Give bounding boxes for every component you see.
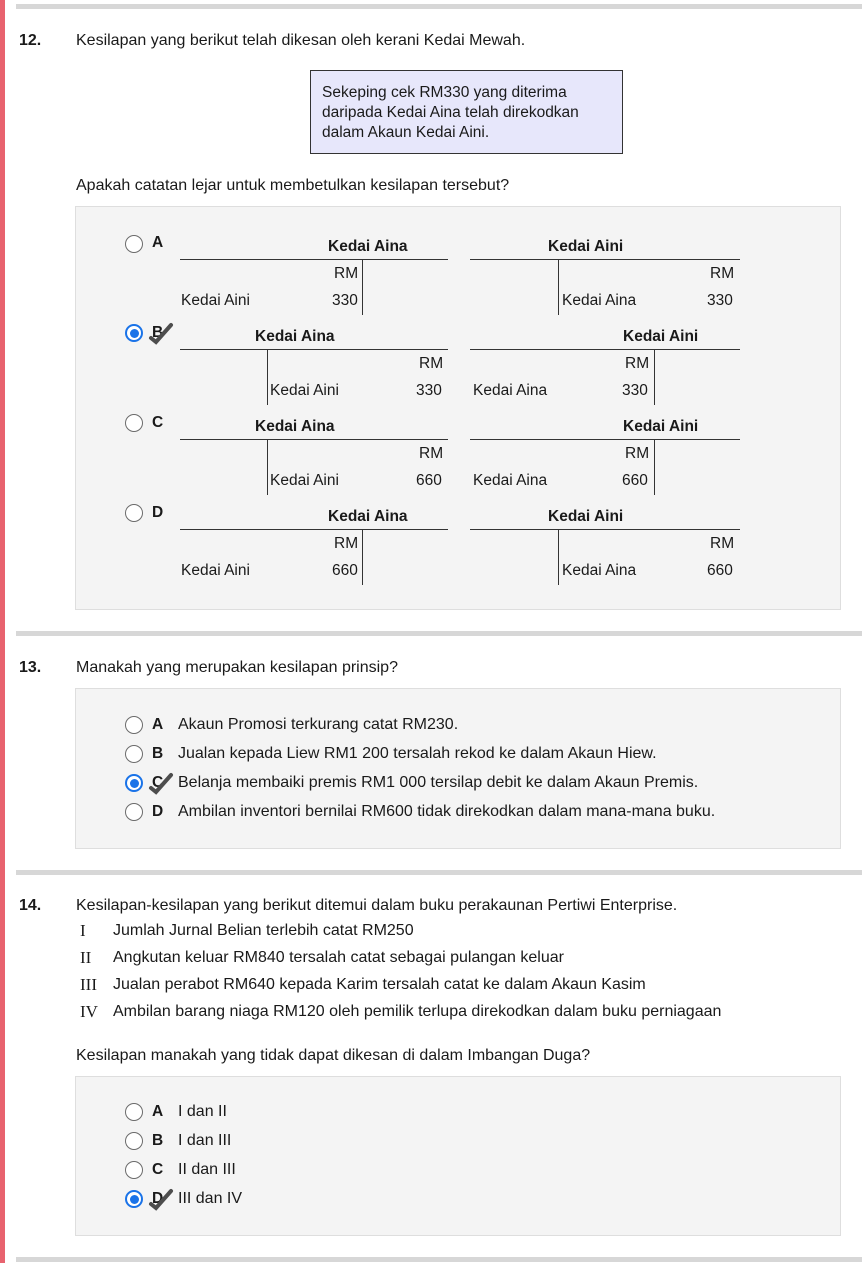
ledger-title: Kedai Aini — [623, 328, 699, 345]
q14-prompt: Kesilapan manakah yang tidak dapat dikesan di dalam Imbangan Duga? — [76, 1047, 591, 1064]
ledger-rule — [180, 439, 448, 440]
q13-number: 13. — [19, 659, 42, 676]
q12-number: 12. — [19, 32, 42, 49]
q12-letter-a: A — [152, 234, 164, 251]
q13-letter-d: D — [152, 803, 164, 820]
ledger-entry-value: 660 — [416, 472, 442, 489]
ledger-rule — [470, 439, 740, 440]
q14-letter-d: D — [152, 1190, 164, 1207]
q14-item-text: Angkutan keluar RM840 tersalah catat sebagai pulangan keluar — [113, 949, 564, 966]
q14-option-b-text: I dan III — [178, 1132, 232, 1149]
ledger-divider — [558, 259, 559, 315]
q14-radio-d[interactable] — [125, 1190, 143, 1208]
pencil-check-icon — [146, 321, 174, 345]
q14-item-roman: II — [80, 948, 92, 967]
ledger-title: Kedai Aina — [328, 238, 408, 255]
q13-option-c-text: Belanja membaiki premis RM1 000 tersilap debit ke dalam Akaun Premis. — [178, 774, 699, 791]
ledger-title: Kedai Aina — [255, 418, 335, 435]
q13-option-d-text: Ambilan inventori bernilai RM600 tidak direkodkan dalam mana-mana buku. — [178, 803, 716, 820]
ledger-entry-value: 330 — [622, 382, 648, 399]
divider-q14 — [16, 870, 862, 875]
q13-option-b-text: Jualan kepada Liew RM1 200 tersalah rekod ke dalam Akaun Hiew. — [178, 745, 657, 762]
q14-radio-c[interactable] — [125, 1161, 143, 1179]
q13-radio-d[interactable] — [125, 803, 143, 821]
ledger-entry-value: 660 — [622, 472, 648, 489]
ledger-header: RM — [419, 445, 444, 462]
ledger-rule — [470, 529, 740, 530]
q14-letter-a: A — [152, 1103, 164, 1120]
ledger-entry-label: Kedai Aini — [270, 382, 339, 399]
ledger-rule — [180, 529, 448, 530]
ledger-title: Kedai Aina — [328, 508, 408, 525]
ledger-entry-label: Kedai Aina — [473, 382, 548, 399]
q12-radio-a[interactable] — [125, 235, 143, 253]
ledger-entry-label: Kedai Aini — [181, 562, 250, 579]
ledger-divider — [654, 349, 655, 405]
ledger-entry-value: 330 — [416, 382, 442, 399]
q13-question-text: Manakah yang merupakan kesilapan prinsip? — [76, 659, 398, 676]
ledger-divider — [267, 349, 268, 405]
q14-option-a-text: I dan II — [178, 1103, 227, 1120]
q14-letter-b: B — [152, 1132, 164, 1149]
ledger-divider — [362, 259, 363, 315]
ledger-entry-label: Kedai Aina — [562, 292, 637, 309]
ledger-header: RM — [710, 265, 735, 282]
ledger-title: Kedai Aini — [623, 418, 699, 435]
ledger-header: RM — [625, 445, 650, 462]
ledger-entry-value: 660 — [707, 562, 733, 579]
q12-letter-d: D — [152, 504, 164, 521]
ledger-title: Kedai Aini — [548, 508, 624, 525]
divider-top — [16, 4, 862, 9]
ledger-entry-label: Kedai Aina — [473, 472, 548, 489]
q13-radio-b[interactable] — [125, 745, 143, 763]
ledger-title: Kedai Aina — [255, 328, 335, 345]
q14-options-panel — [75, 1076, 841, 1236]
ledger-header: RM — [710, 535, 735, 552]
ledger-title: Kedai Aini — [548, 238, 624, 255]
pencil-check-icon — [146, 1187, 174, 1211]
q12-options-panel — [75, 206, 841, 610]
ledger-header: RM — [334, 265, 359, 282]
q12-letter-b: B — [152, 324, 164, 341]
q13-options-panel — [75, 688, 841, 849]
pencil-check-icon — [146, 771, 174, 795]
q14-item-text: Jualan perabot RM640 kepada Karim tersalah catat ke dalam Akaun Kasim — [113, 976, 646, 993]
q14-option-d-text: III dan IV — [178, 1190, 243, 1207]
q12-radio-b[interactable] — [125, 324, 143, 342]
ledger-divider — [267, 439, 268, 495]
ledger-entry-label: Kedai Aini — [181, 292, 250, 309]
ledger-rule — [180, 259, 448, 260]
q12-question-text: Kesilapan yang berikut telah dikesan oleh kerani Kedai Mewah. — [76, 32, 526, 49]
left-accent-bar — [0, 0, 5, 1263]
ledger-divider — [654, 439, 655, 495]
q14-item-roman: IV — [80, 1002, 98, 1021]
q13-letter-a: A — [152, 716, 164, 733]
q14-radio-b[interactable] — [125, 1132, 143, 1150]
ledger-entry-value: 330 — [332, 292, 358, 309]
q14-question-text: Kesilapan-kesilapan yang berikut ditemui dalam buku perakaunan Pertiwi Enterprise. — [76, 897, 678, 914]
ledger-header: RM — [419, 355, 444, 372]
q13-radio-a[interactable] — [125, 716, 143, 734]
q14-option-c-text: II dan III — [178, 1161, 236, 1178]
divider-q13 — [16, 631, 862, 636]
q12-letter-c: C — [152, 414, 164, 431]
q13-letter-c: C — [152, 774, 164, 791]
ledger-divider — [362, 529, 363, 585]
q14-letter-c: C — [152, 1161, 164, 1178]
divider-bottom — [16, 1257, 862, 1262]
ledger-rule — [470, 259, 740, 260]
ledger-header: RM — [625, 355, 650, 372]
q14-radio-a[interactable] — [125, 1103, 143, 1121]
q13-option-a-text: Akaun Promosi terkurang catat RM230. — [178, 716, 459, 733]
ledger-entry-value: 660 — [332, 562, 358, 579]
ledger-entry-label: Kedai Aina — [562, 562, 637, 579]
q14-number: 14. — [19, 897, 42, 914]
q14-item-roman: I — [80, 921, 86, 940]
ledger-rule — [180, 349, 448, 350]
q12-radio-c[interactable] — [125, 414, 143, 432]
q13-letter-b: B — [152, 745, 164, 762]
q12-radio-d[interactable] — [125, 504, 143, 522]
q14-item-roman: III — [80, 975, 97, 994]
q12-error-note: Sekeping cek RM330 yang diterima daripada Kedai Aina telah direkodkan dalam Akaun Kedai Aini. — [310, 70, 623, 154]
ledger-rule — [470, 349, 740, 350]
q14-item-text: Ambilan barang niaga RM120 oleh pemilik terlupa direkodkan dalam buku perniagaan — [113, 1003, 722, 1020]
q12-prompt: Apakah catatan lejar untuk membetulkan kesilapan tersebut? — [76, 177, 510, 194]
q13-radio-c[interactable] — [125, 774, 143, 792]
ledger-entry-label: Kedai Aini — [270, 472, 339, 489]
ledger-divider — [558, 529, 559, 585]
q14-item-text: Jumlah Jurnal Belian terlebih catat RM250 — [113, 922, 414, 939]
ledger-entry-value: 330 — [707, 292, 733, 309]
ledger-header: RM — [334, 535, 359, 552]
